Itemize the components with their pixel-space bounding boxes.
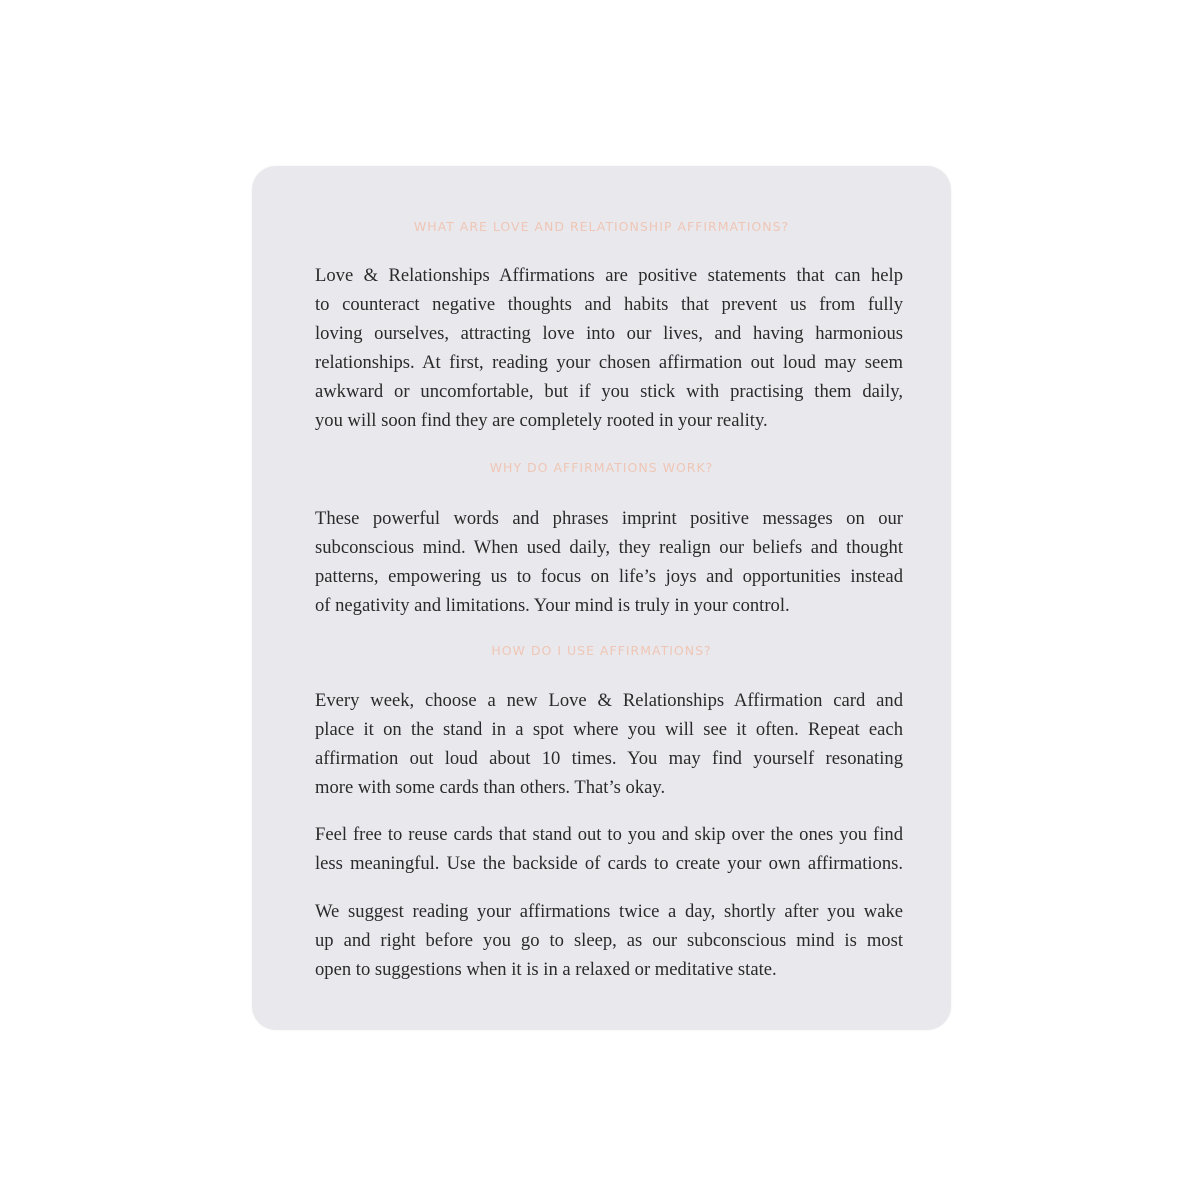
text-line: Feel free to reuse cards that stand out to you and skip over the ones you find: [315, 824, 903, 845]
affirmation-instruction-card: [252, 166, 951, 1030]
text-line: open to suggestions when it is in a relaxed or meditative state.: [315, 959, 777, 980]
section-heading-what: WHAT ARE LOVE AND RELATIONSHIP AFFIRMATIONS?: [413, 219, 790, 234]
text-line: Every week, choose a new Love & Relationships Affirmation card and: [315, 690, 903, 711]
text-line: awkward or uncomfortable, but if you stick with practising them daily,: [315, 381, 903, 402]
paragraph-how-2: [315, 820, 903, 878]
text-line: to counteract negative thoughts and habits that prevent us from fully: [315, 294, 903, 315]
paragraph-how-1: [315, 686, 903, 802]
text-line: you will soon find they are completely rooted in your reality.: [315, 410, 768, 431]
paragraph-what: [315, 261, 903, 435]
text-line: more with some cards than others. That’s okay.: [315, 777, 666, 798]
text-line: subconscious mind. When used daily, they realign our beliefs and thought: [315, 537, 903, 558]
section-heading-how: HOW DO I USE AFFIRMATIONS?: [491, 643, 712, 658]
paragraph-how-3: [315, 897, 903, 984]
text-line: loving ourselves, attracting love into our lives, and having harmonious: [315, 323, 903, 344]
text-line: affirmation out loud about 10 times. You may find yourself resonating: [315, 748, 903, 769]
text-line: of negativity and limitations. Your mind is truly in your control.: [315, 595, 790, 616]
section-heading-why: WHY DO AFFIRMATIONS WORK?: [489, 460, 714, 475]
text-line: These powerful words and phrases imprint positive messages on our: [315, 508, 903, 529]
text-line: patterns, empowering us to focus on life’s joys and opportunities instead: [315, 566, 903, 587]
text-line: place it on the stand in a spot where you will see it often. Repeat each: [315, 719, 903, 740]
text-line: less meaningful. Use the backside of cards to create your own affirmations.: [315, 853, 903, 874]
text-line: up and right before you go to sleep, as our subconscious mind is most: [315, 930, 903, 951]
text-line: We suggest reading your affirmations twice a day, shortly after you wake: [315, 901, 903, 922]
text-line: relationships. At first, reading your chosen affirmation out loud may seem: [315, 352, 903, 373]
paragraph-why: [315, 504, 903, 620]
text-line: Love & Relationships Affirmations are positive statements that can help: [315, 265, 903, 286]
